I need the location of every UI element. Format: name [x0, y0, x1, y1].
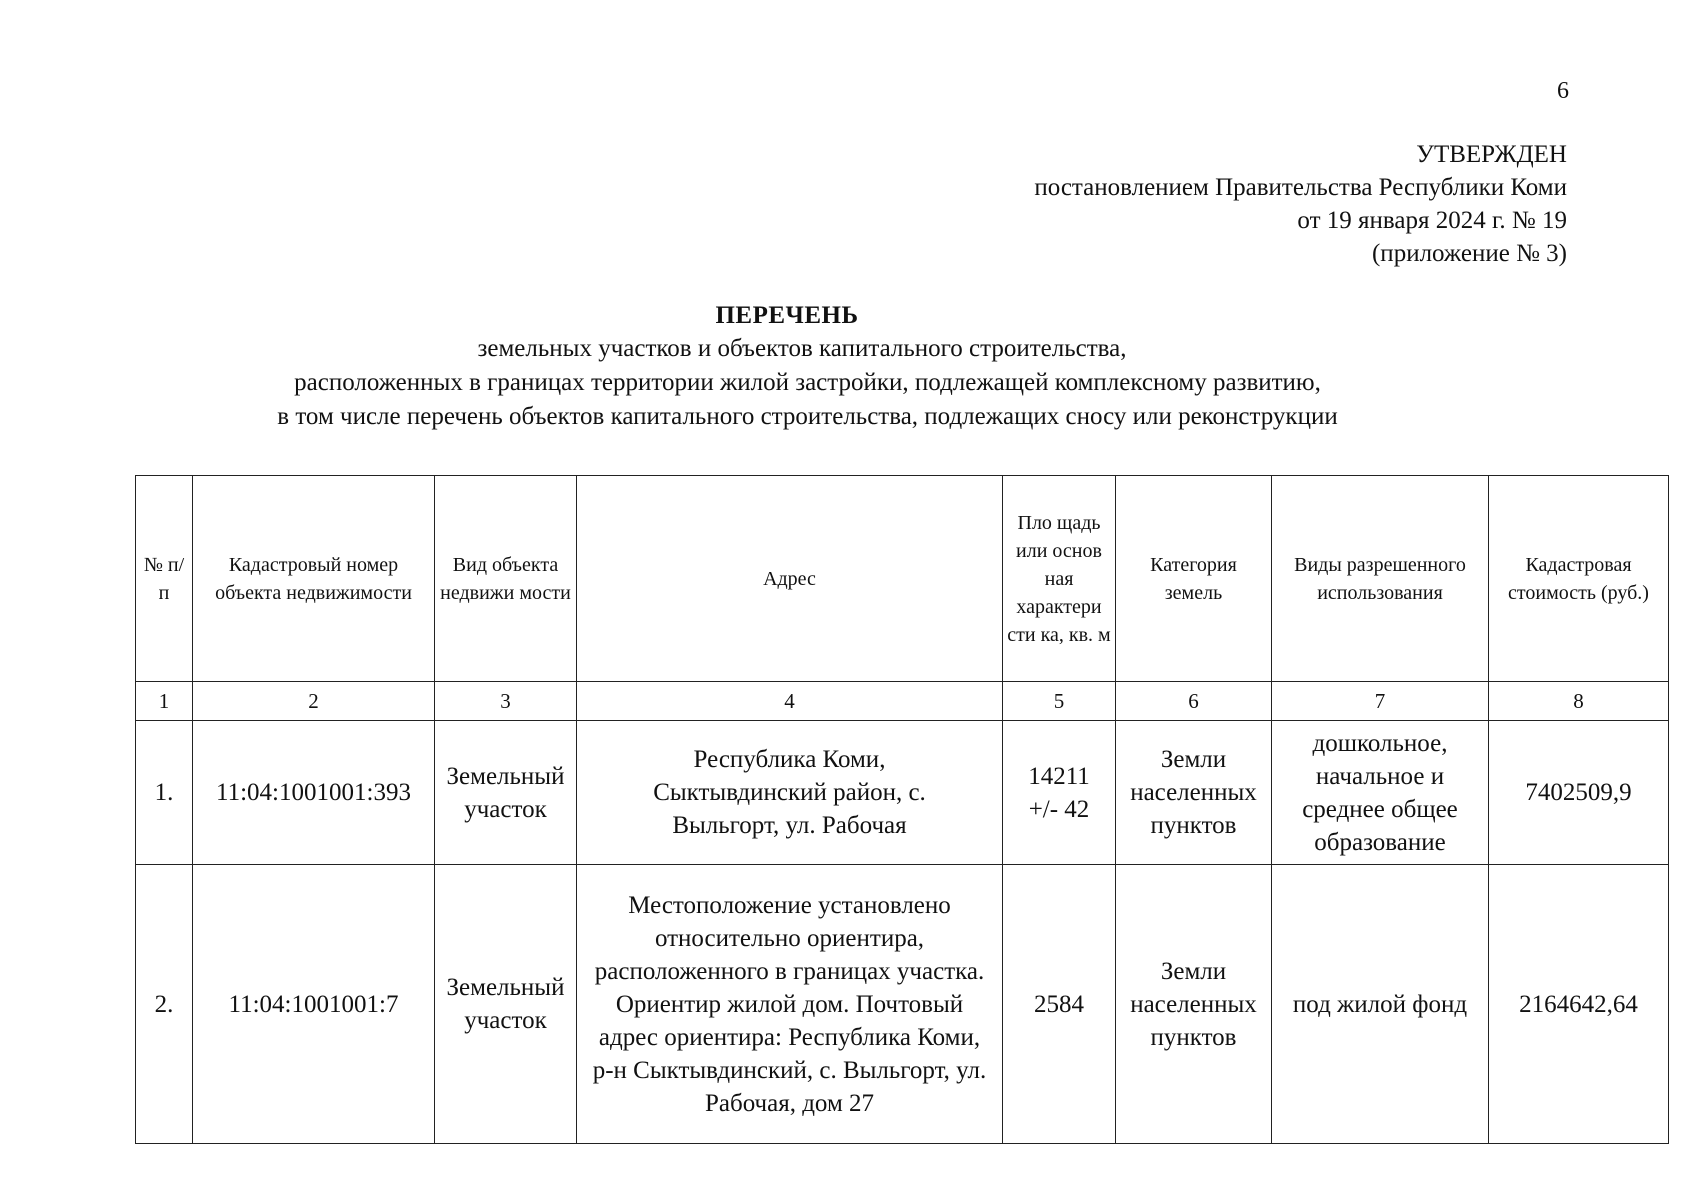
cadastral-value: 7402509,9: [1489, 721, 1669, 865]
document-title: ПЕРЕЧЕНЬ: [715, 302, 859, 329]
document-heading: [0, 300, 1694, 434]
document-subtitle-line: земельных участков и объектов капитального строительства,: [477, 335, 1127, 362]
table-row: [136, 721, 1669, 865]
column-number: 1: [136, 682, 193, 721]
approval-line: УТВЕРЖДЕН: [1416, 141, 1567, 168]
table-row: [136, 865, 1669, 1144]
cadastral-number: 11:04:1001001:393: [193, 721, 435, 865]
row-number: 2.: [136, 865, 193, 1144]
address: Местоположение установлено относительно ориентира, расположенного в границах участка. Ориентир жилой дом. Почтовый адрес ориентира: Республика Коми, р-н Сыктывдинский, с. Выльгорт, ул. Рабочая, дом 27: [577, 865, 1003, 1144]
land-plots-table: [135, 475, 1669, 1144]
row-number: 1.: [136, 721, 193, 865]
header-land-category: Категория земель: [1116, 476, 1272, 682]
land-category: Земли населенных пунктов: [1116, 721, 1272, 865]
header-area: Пло щадь или основ ная характери сти ка, кв. м: [1003, 476, 1116, 682]
area: 2584: [1003, 865, 1116, 1144]
land-category: Земли населенных пунктов: [1116, 865, 1272, 1144]
header-permitted-use: Виды разрешенного использования: [1272, 476, 1489, 682]
header-cadastral-number: Кадастровый номер объекта недвижимости: [193, 476, 435, 682]
approval-stamp: [1034, 138, 1567, 270]
column-number: 3: [435, 682, 577, 721]
header-cadastral-value: Кадастровая стоимость (руб.): [1489, 476, 1669, 682]
column-number-row: [136, 682, 1669, 721]
permitted-use: дошкольное, начальное и среднее общее образование: [1272, 721, 1489, 865]
column-number: 5: [1003, 682, 1116, 721]
column-number: 6: [1116, 682, 1272, 721]
area: 14211 +/- 42: [1003, 721, 1116, 865]
cadastral-number: 11:04:1001001:7: [193, 865, 435, 1144]
header-number: № п/п: [136, 476, 193, 682]
object-type: Земельный участок: [435, 721, 577, 865]
column-number: 7: [1272, 682, 1489, 721]
address: Республика Коми, Сыктывдинский район, с. Выльгорт, ул. Рабочая: [577, 721, 1003, 865]
approval-line: от 19 января 2024 г. № 19: [1297, 207, 1567, 234]
column-number: 8: [1489, 682, 1669, 721]
header-object-type: Вид объекта недвижи мости: [435, 476, 577, 682]
permitted-use: под жилой фонд: [1272, 865, 1489, 1144]
object-type: Земельный участок: [435, 865, 577, 1144]
document-subtitle-line: расположенных в границах территории жилой застройки, подлежащей комплексному развитию,: [294, 369, 1321, 396]
column-number: 4: [577, 682, 1003, 721]
approval-line: (приложение № 3): [1371, 240, 1567, 267]
approval-line: постановлением Правительства Республики Коми: [1034, 174, 1567, 201]
column-number: 2: [193, 682, 435, 721]
cadastral-value: 2164642,64: [1489, 865, 1669, 1144]
page-number: 6: [1557, 78, 1569, 104]
header-address: Адрес: [577, 476, 1003, 682]
table-header-row: [136, 476, 1669, 682]
document-subtitle-line: в том числе перечень объектов капитального строительства, подлежащих сносу или реконструкции: [277, 403, 1338, 430]
